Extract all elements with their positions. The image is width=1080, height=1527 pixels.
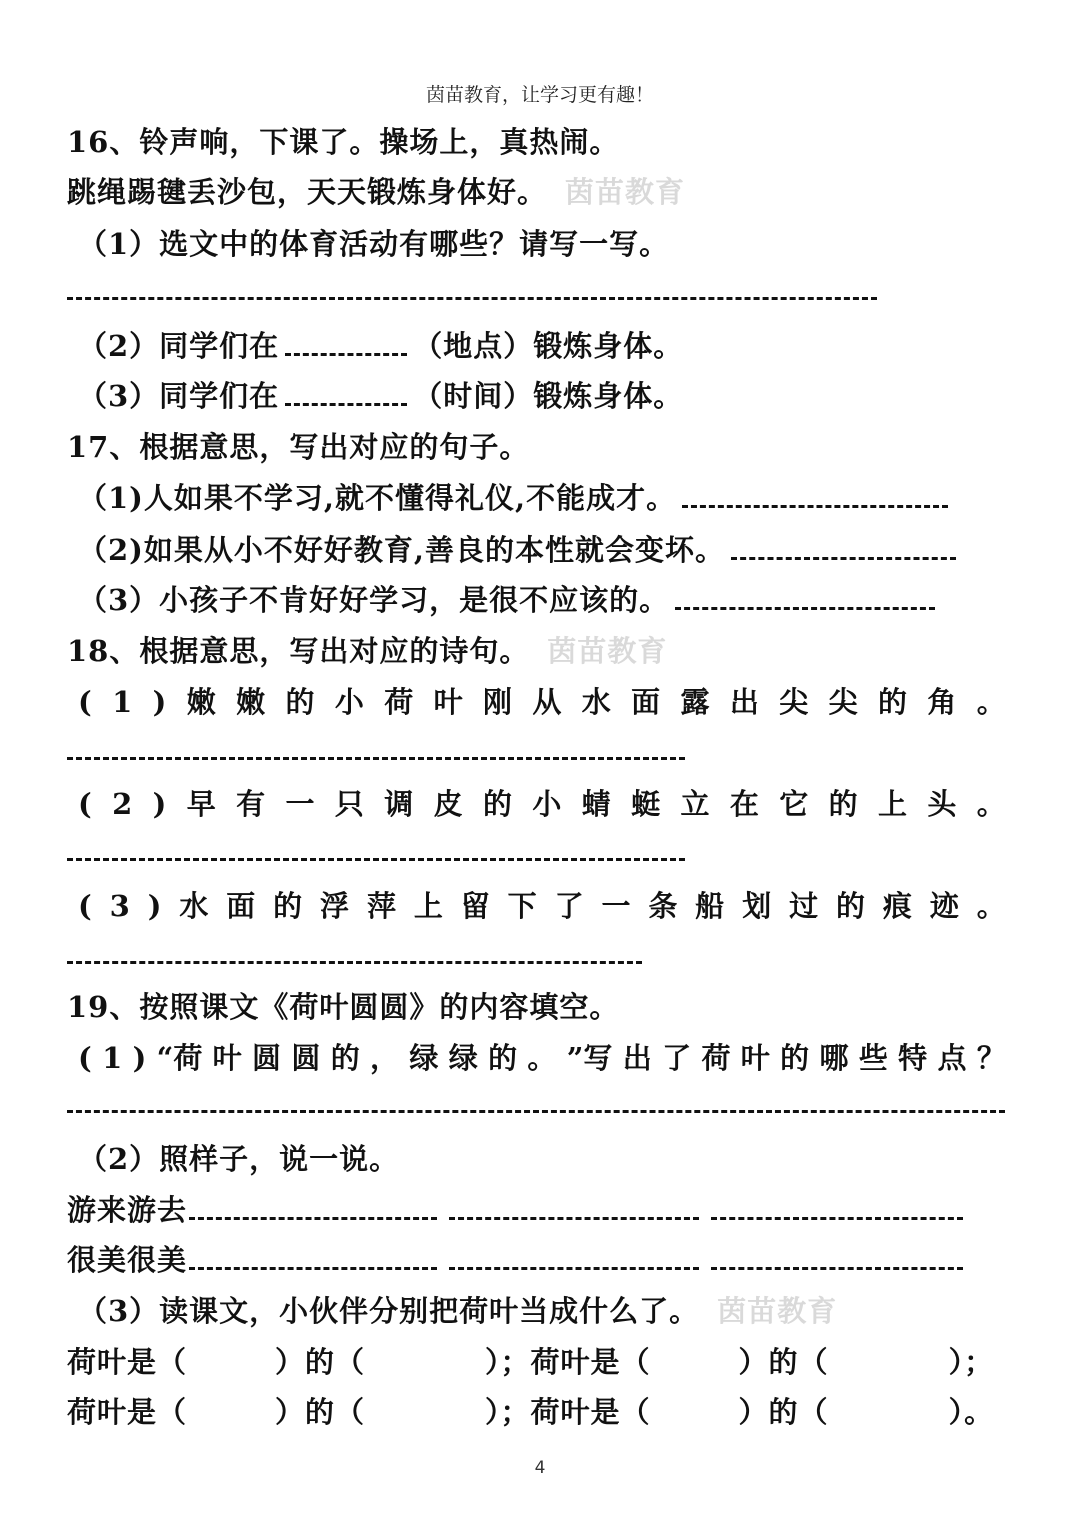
spaced-char: 它 (779, 787, 809, 821)
spaced-char: 留 (460, 889, 490, 923)
spaced-char: 过 (789, 889, 819, 923)
q17-part2 (78, 530, 962, 570)
answer-blank[interactable] (285, 381, 407, 406)
spaced-char: 立 (680, 787, 710, 821)
spaced-char: ( (78, 787, 92, 821)
answer-line[interactable] (67, 961, 642, 964)
spaced-char: 的 (488, 1041, 518, 1075)
spaced-char: 面 (226, 889, 256, 923)
q19-part3-text: （3）读课文，小伙伴分别把荷叶当成什么了。 (78, 1294, 700, 1328)
spaced-char: ？ (976, 1041, 1006, 1075)
spaced-char: 。 (976, 889, 1006, 923)
spaced-char: 1 (112, 685, 133, 719)
spaced-char: 一 (601, 889, 631, 923)
spaced-char: 面 (631, 685, 661, 719)
spaced-char: 浮 (320, 889, 350, 923)
spaced-char: 。 (976, 787, 1006, 821)
spaced-char: ) (152, 787, 167, 821)
spaced-char: 角 (927, 685, 957, 719)
spaced-char: 蜻 (581, 787, 611, 821)
spaced-char: 下 (507, 889, 537, 923)
answer-blank[interactable] (682, 483, 948, 508)
spaced-char: 的 (877, 685, 907, 719)
answer-line[interactable] (67, 858, 685, 861)
spaced-char: 了 (662, 1041, 692, 1075)
spaced-char: ) (132, 1041, 147, 1075)
spaced-char: 的 (273, 889, 303, 923)
spaced-char: 迹 (929, 889, 959, 923)
spaced-char: 早 (186, 787, 216, 821)
q19-part1 (78, 1038, 1006, 1078)
q19-example1-word: 游来游去 (67, 1193, 188, 1227)
spaced-char: 皮 (433, 787, 463, 821)
spaced-char: 小 (334, 685, 364, 719)
spaced-char: 小 (532, 787, 562, 821)
spaced-char: 的 (482, 787, 512, 821)
spaced-char: 荷 (384, 685, 414, 719)
q19-fill-row1 (67, 1342, 994, 1382)
spaced-char: 的 (780, 1041, 810, 1075)
q19-fill-row2 (67, 1392, 994, 1432)
q19-example2 (67, 1240, 969, 1280)
answer-line[interactable] (67, 297, 877, 300)
answer-line[interactable] (67, 1110, 1005, 1113)
answer-blank[interactable] (285, 331, 407, 356)
q17-part1 (78, 478, 954, 518)
q16-part3-suffix: （时间）锻炼身体。 (413, 379, 684, 413)
answer-blank[interactable] (711, 1245, 963, 1270)
fill-label: ）的（ (738, 1345, 829, 1379)
spaced-char: 绿 (448, 1041, 478, 1075)
spaced-char: 水 (581, 685, 611, 719)
spaced-char: 蜓 (631, 787, 661, 821)
spaced-char: 划 (742, 889, 772, 923)
page-number: 4 (534, 1458, 546, 1478)
q16-part3-prefix: （3）同学们在 (78, 379, 280, 413)
answer-blank[interactable] (189, 1195, 437, 1220)
spaced-char: 头 (927, 787, 957, 821)
spaced-char: 荷 (701, 1041, 731, 1075)
spaced-char: 点 (937, 1041, 967, 1075)
spaced-char: 的 (836, 889, 866, 923)
spaced-char: 的 (828, 787, 858, 821)
spaced-char: 水 (179, 889, 209, 923)
spaced-char: 叶 (740, 1041, 770, 1075)
spaced-char: 船 (695, 889, 725, 923)
q18-title (67, 631, 667, 671)
spaced-char: 3 (109, 889, 130, 923)
spaced-char: 一 (285, 787, 315, 821)
spaced-char: 条 (648, 889, 678, 923)
answer-line[interactable] (67, 757, 685, 760)
spaced-char: 嫩 (186, 685, 216, 719)
spaced-char: 绿 (409, 1041, 439, 1075)
watermark: 茵苗教育 (547, 634, 668, 668)
spaced-char: ( (78, 685, 92, 719)
spaced-char: 嫩 (236, 685, 266, 719)
q19-title: 19、按照课文《荷叶圆圆》的内容填空。 (67, 990, 620, 1024)
spaced-char: 痕 (882, 889, 912, 923)
spaced-char: 1 (102, 1041, 123, 1075)
spaced-char: 出 (729, 685, 759, 719)
spaced-char: “荷 (156, 1041, 203, 1075)
spaced-char: 的 (330, 1041, 360, 1075)
spaced-char: 了 (554, 889, 584, 923)
spaced-char: 上 (413, 889, 443, 923)
q17-part3-text: （3）小孩子不肯好好学习，是很不应该的。 (78, 583, 670, 617)
answer-blank[interactable] (711, 1195, 963, 1220)
spaced-char: 尖 (779, 685, 809, 719)
q19-example1 (67, 1190, 969, 1230)
answer-blank[interactable] (731, 535, 956, 560)
spaced-char: ( (78, 889, 92, 923)
answer-blank[interactable] (189, 1245, 437, 1270)
answer-blank[interactable] (675, 585, 935, 610)
fill-label: ）。 (948, 1395, 995, 1429)
fill-label: ）；荷叶是（ (485, 1345, 651, 1379)
spaced-char: 出 (622, 1041, 652, 1075)
spaced-char: 的 (285, 685, 315, 719)
spaced-char: ) (147, 889, 162, 923)
spaced-char: 只 (334, 787, 364, 821)
q16-line1: 16、铃声响，下课了。操场上，真热闹。 (67, 125, 620, 159)
spaced-char: ， (370, 1041, 400, 1075)
spaced-char: 在 (729, 787, 759, 821)
spaced-char: 调 (384, 787, 414, 821)
answer-blank[interactable] (449, 1195, 699, 1220)
q16-line2 (67, 172, 685, 212)
fill-label: ）；荷叶是（ (485, 1395, 651, 1429)
spaced-char: ( (78, 1041, 92, 1075)
q16-part2 (78, 326, 683, 366)
q16-part3 (78, 376, 683, 416)
q17-title: 17、根据意思，写出对应的句子。 (67, 430, 530, 464)
spaced-char: 2 (112, 787, 133, 821)
fill-label: ）； (948, 1345, 995, 1379)
q16-part2-prefix: （2）同学们在 (78, 329, 280, 363)
fill-label: ）的（ (275, 1395, 366, 1429)
spaced-char: 圆 (291, 1041, 321, 1075)
spaced-char: 从 (532, 685, 562, 719)
q18-part3 (78, 886, 1006, 926)
spaced-char: 叶 (433, 685, 463, 719)
page-header: 茵苗教育，让学习更有趣！ (425, 84, 654, 106)
spaced-char: 些 (858, 1041, 888, 1075)
fill-label: ）的（ (275, 1345, 366, 1379)
spaced-char: 特 (898, 1041, 928, 1075)
q17-part1-text: （1)人如果不学习,就不懂得礼仪,不能成才。 (78, 481, 677, 515)
spaced-char: ) (152, 685, 167, 719)
fill-label: 荷叶是（ (67, 1395, 188, 1429)
fill-label: ）的（ (738, 1395, 829, 1429)
spaced-char: 刚 (482, 685, 512, 719)
spaced-char: 有 (236, 787, 266, 821)
q18-part2 (78, 784, 1006, 824)
spaced-char: 叶 (212, 1041, 242, 1075)
q16-line2-text: 跳绳踢毽丢沙包，天天锻炼身体好。 (67, 175, 548, 209)
spaced-char: 尖 (828, 685, 858, 719)
answer-blank[interactable] (449, 1245, 699, 1270)
q16-part1: （1）选文中的体育活动有哪些？请写一写。 (78, 227, 670, 261)
spaced-char: 。 (527, 1041, 557, 1075)
spaced-char: ”写 (566, 1041, 613, 1075)
spaced-char: 哪 (819, 1041, 849, 1075)
watermark: 茵苗教育 (565, 175, 686, 209)
fill-label: 荷叶是（ (67, 1345, 188, 1379)
q19-part2: （2）照样子，说一说。 (78, 1142, 400, 1176)
q19-part3 (78, 1291, 837, 1331)
q17-part3 (78, 580, 941, 620)
q16-part2-suffix: （地点）锻炼身体。 (413, 329, 684, 363)
spaced-char: 圆 (252, 1041, 282, 1075)
watermark: 茵苗教育 (717, 1294, 838, 1328)
q18-part1 (78, 682, 1006, 722)
spaced-char: 上 (877, 787, 907, 821)
q17-part2-text: （2)如果从小不好好教育,善良的本性就会变坏。 (78, 533, 725, 567)
q18-title-text: 18、根据意思，写出对应的诗句。 (67, 634, 530, 668)
spaced-char: 露 (680, 685, 710, 719)
q19-example2-word: 很美很美 (67, 1243, 188, 1277)
spaced-char: 。 (976, 685, 1006, 719)
spaced-char: 萍 (366, 889, 396, 923)
